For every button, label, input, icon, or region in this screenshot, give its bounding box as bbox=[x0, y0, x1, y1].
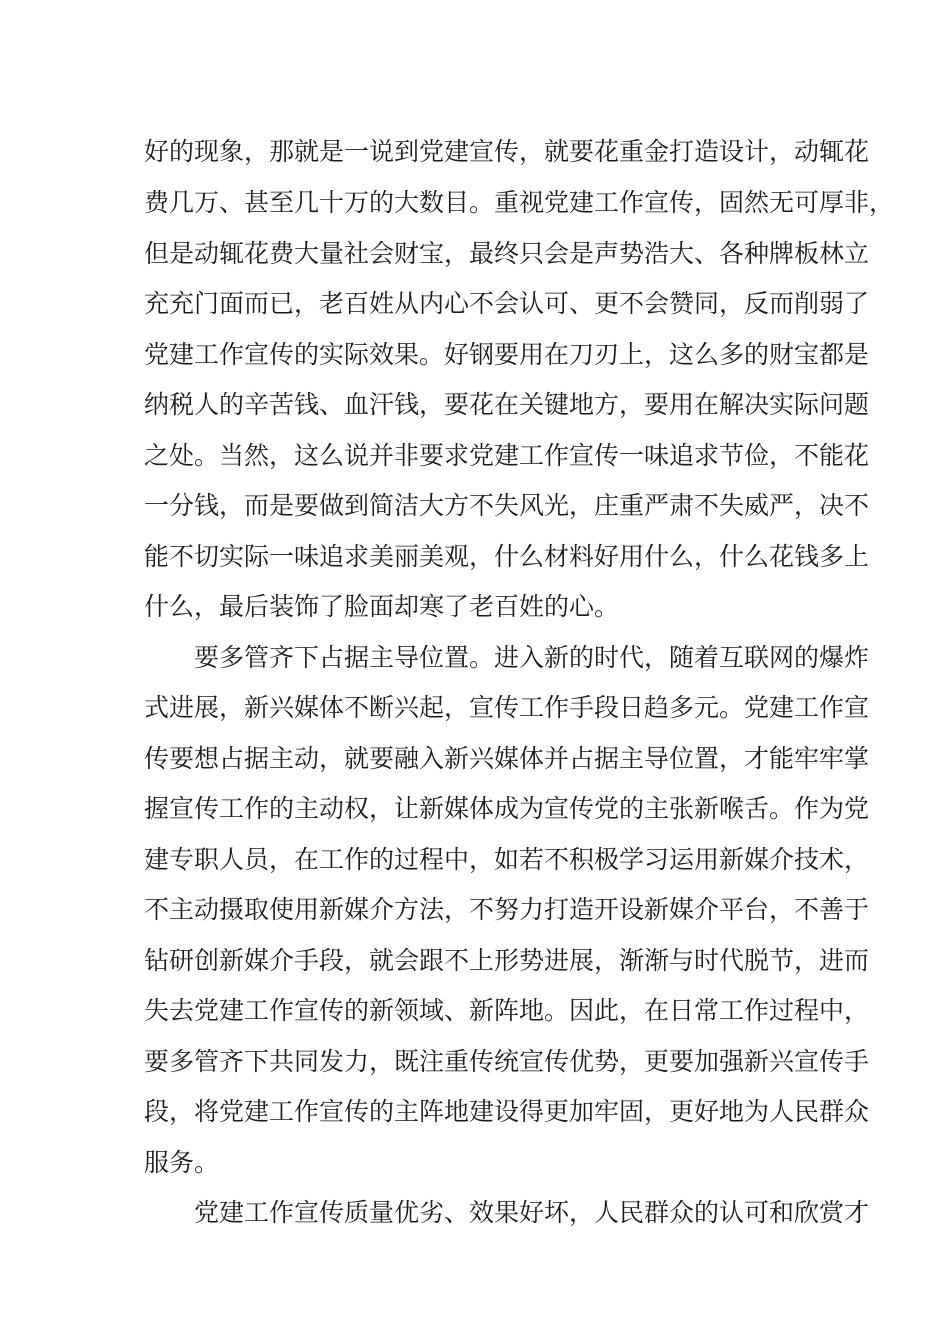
text-line: 之处。当然，这么说并非要求党建工作宣传一味追求节俭，不能花 bbox=[144, 441, 870, 470]
paragraph-first-line: 要多管齐下占据主导位置。进入新的时代，随着互联网的爆炸 bbox=[194, 643, 870, 672]
text-line: 失去党建工作宣传的新领域、新阵地。因此，在日常工作过程中， bbox=[144, 996, 870, 1025]
text-line: 什么，最后装饰了脸面却寒了老百姓的心。 bbox=[144, 592, 620, 621]
text-line: 能不切实际一味追求美丽美观，什么材料好用什么，什么花钱多上 bbox=[144, 542, 870, 571]
text-line: 要多管齐下共同发力，既注重传统宣传优势，更要加强新兴宣传手 bbox=[144, 1047, 870, 1076]
text-line: 握宣传工作的主动权，让新媒体成为宣传党的主张新喉舌。作为党 bbox=[144, 794, 870, 823]
text-line: 好的现象，那就是一说到党建宣传，就要花重金打造设计，动辄花 bbox=[144, 137, 870, 166]
text-line: 充充门面而已，老百姓从内心不会认可、更不会赞同，反而削弱了 bbox=[144, 289, 870, 318]
text-line: 不主动摄取使用新媒介方法，不努力打造开设新媒介平台，不善于 bbox=[144, 895, 870, 924]
paragraph-first-line: 党建工作宣传质量优劣、效果好坏，人民群众的认可和欣赏才 bbox=[194, 1198, 870, 1227]
text-line: 但是动辄花费大量社会财宝，最终只会是声势浩大、各种牌板林立 bbox=[144, 239, 870, 268]
text-line: 纳税人的辛苦钱、血汗钱，要花在关键地方，要用在解决实际问题 bbox=[144, 390, 870, 419]
text-line: 钻研创新媒介手段，就会跟不上形势进展，渐渐与时代脱节，进而 bbox=[144, 946, 870, 975]
text-line: 一分钱，而是要做到简洁大方不失风光，庄重严肃不失威严，决不 bbox=[144, 491, 870, 520]
text-line: 党建工作宣传的实际效果。好钢要用在刀刃上，这么多的财宝都是 bbox=[144, 340, 870, 369]
text-line: 费几万、甚至几十万的大数目。重视党建工作宣传，固然无可厚非， bbox=[144, 188, 895, 217]
text-line: 式进展，新兴媒体不断兴起，宣传工作手段日趋多元。党建工作宣 bbox=[144, 693, 870, 722]
text-line: 服务。 bbox=[144, 1148, 220, 1177]
text-line: 段，将党建工作宣传的主阵地建设得更加牢固，更好地为人民群众 bbox=[144, 1097, 870, 1126]
text-line: 传要想占据主动，就要融入新兴媒体并占据主导位置，才能牢牢掌 bbox=[144, 744, 870, 773]
text-line: 建专职人员，在工作的过程中，如若不积极学习运用新媒介技术， bbox=[144, 845, 870, 874]
